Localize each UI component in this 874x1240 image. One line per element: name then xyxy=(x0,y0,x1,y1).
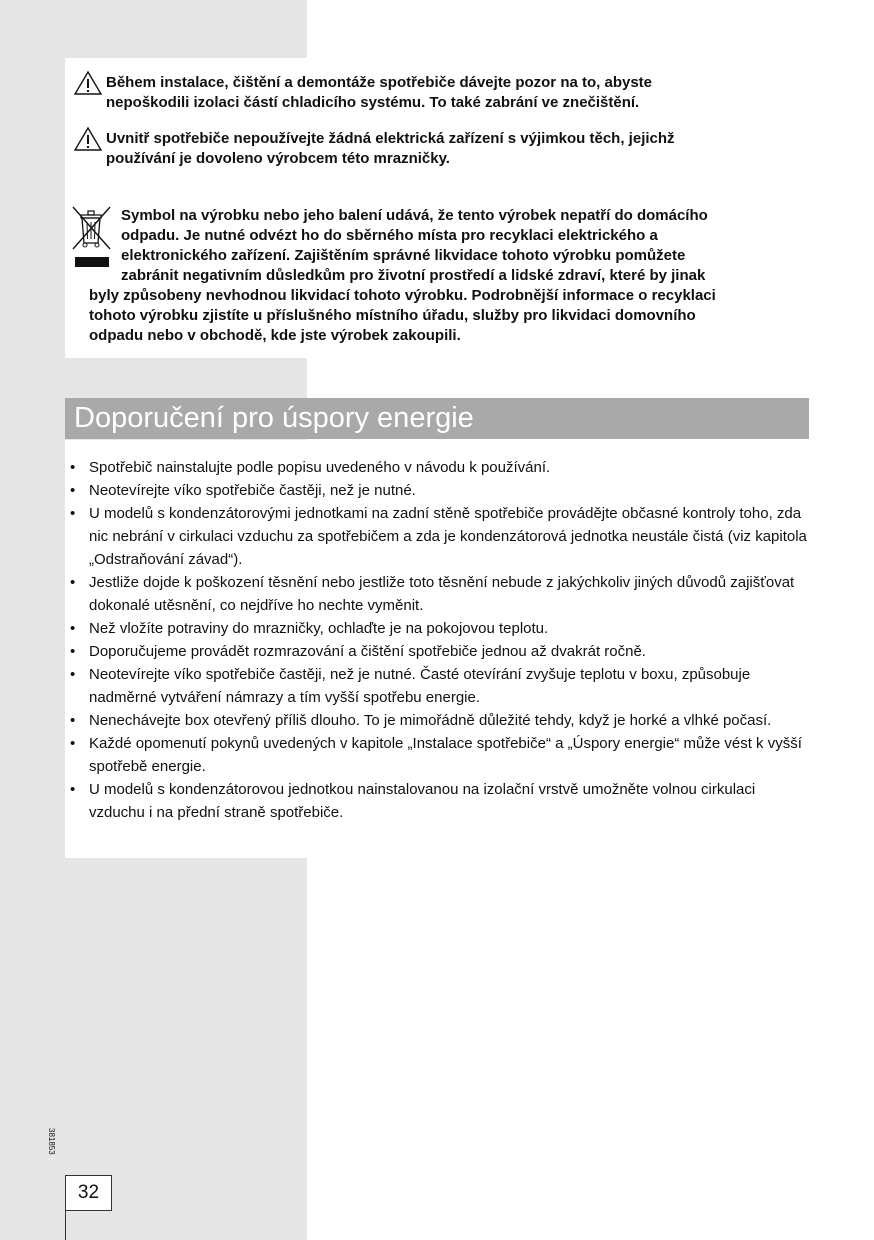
recycling-line: elektronického zařízení. Zajištěním správné likvidace tohoto výrobku pomůžete xyxy=(121,247,686,264)
recycling-notice-indented xyxy=(121,206,821,286)
warning-triangle-icon xyxy=(74,70,102,96)
recycling-line: Symbol na výrobku nebo jeho balení udává, že tento výrobek nepatří do domácího xyxy=(121,207,708,224)
list-item: • U modelů s kondenzátorovou jednotkou nainstalovanou na izolační vrstvě umožněte volnou cirkulaci vzduchu i na přední straně spotřebiče. xyxy=(70,778,810,824)
warning-electrical xyxy=(74,129,814,169)
list-item: • U modelů s kondenzátorovými jednotkami na zadní stěně spotřebiče provádějte občasné kontroly toho, zda nic nebrání v cirkulaci vzduchu za spotřebičem a zda je kondenzátorová jednotka neustále čistá (viz kapitola „Odstraňování závad“). xyxy=(70,502,810,571)
list-item: • Než vložíte potraviny do mrazničky, ochlaďte je na pokojovou teplotu. xyxy=(70,617,810,640)
recycling-line: zabránit negativním důsledkům pro životní prostředí a lidské zdraví, které by jinak xyxy=(121,267,706,284)
list-item: • Doporučujeme provádět rozmrazování a čištění spotřebiče jednou až dvakrát ročně. xyxy=(70,640,810,663)
page-number: 32 xyxy=(65,1175,112,1211)
list-item: • Nenechávejte box otevřený příliš dlouho. To je mimořádně důležité tehdy, když je horké a vlhké počasí. xyxy=(70,709,810,732)
list-item: • Neotevírejte víko spotřebiče častěji, než je nutné. Časté otevírání zvyšuje teplotu v boxu, způsobuje nadměrné vytváření námrazy a tím vyšší spotřebu energie. xyxy=(70,663,810,709)
warning-line-1: Během instalace, čištění a demontáže spotřebiče dávejte pozor na to, abyste xyxy=(106,74,653,91)
list-item: • Neotevírejte víko spotřebiče častěji, než je nutné. xyxy=(70,479,810,502)
crossed-out-bin-icon xyxy=(71,205,113,269)
energy-tips-list xyxy=(70,456,810,824)
list-item: • Každé opomenutí pokynů uvedených v kapitole „Instalace spotřebiče“ a „Úspory energie“ může vést k vyšší spotřebě energie. xyxy=(70,732,810,778)
warning-line-2: používání je dovoleno výrobcem této mrazničky. xyxy=(106,150,450,167)
section-heading-bar xyxy=(65,398,809,439)
recycling-notice-full xyxy=(89,286,829,346)
warning-installation xyxy=(74,73,814,113)
warning-line-2: nepoškodili izolaci částí chladicího systému. To také zabrání ve znečištění. xyxy=(106,94,640,111)
warning-line-1: Uvnitř spotřebiče nepoužívejte žádná elektrická zařízení s výjimkou těch, jejichž xyxy=(106,130,675,147)
recycling-line: byly způsobeny nevhodnou likvidací tohoto výrobku. Podrobnější informace o recyklaci xyxy=(89,287,716,304)
recycling-line: odpadu. Je nutné odvézt ho do sběrného místa pro recyklaci elektrického a xyxy=(121,227,658,244)
recycling-line: odpadu nebo v obchodě, kde jste výrobek zakoupili. xyxy=(89,327,461,344)
document-code: 381853 xyxy=(47,1128,56,1155)
warning-triangle-icon xyxy=(74,126,102,152)
page-number-rule xyxy=(65,1210,66,1240)
list-item: • Spotřebič nainstalujte podle popisu uvedeného v návodu k používání. xyxy=(70,456,810,479)
section-title: Doporučení pro úspory energie xyxy=(74,402,474,434)
recycling-line: tohoto výrobku zjistíte u příslušného místního úřadu, služby pro likvidaci domovního xyxy=(89,307,696,324)
list-item: • Jestliže dojde k poškození těsnění nebo jestliže toto těsnění nebude z jakýchkoliv jiných důvodů zajišťovat dokonalé utěsnění, co nejdříve ho nechte vyměnit. xyxy=(70,571,810,617)
